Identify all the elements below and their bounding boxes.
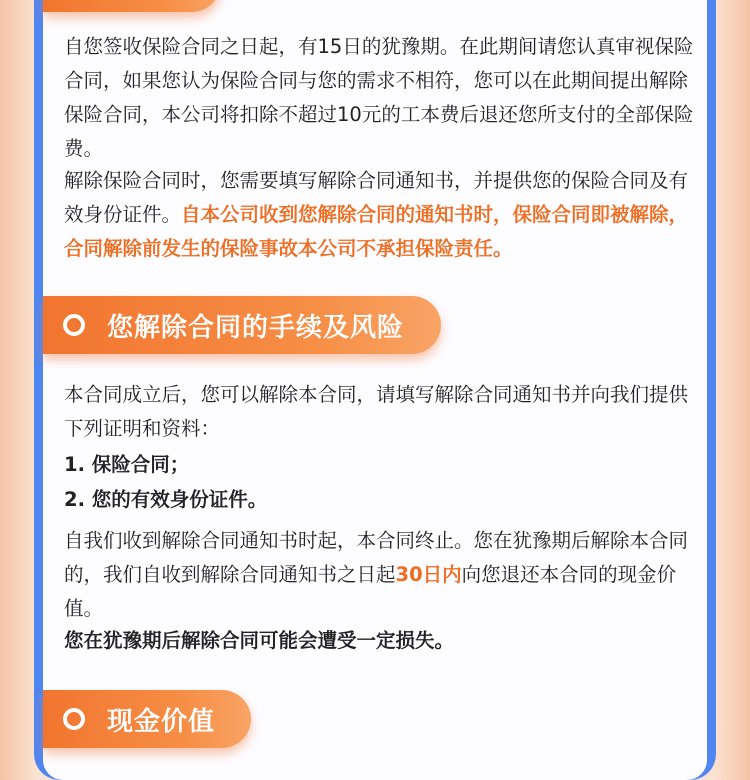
section-header-cash-value [43,690,251,748]
section-header-top [43,0,221,12]
circle-icon [63,314,85,336]
termination-paragraph [64,164,694,266]
list-item-contract: 1. 保险合同； [64,453,190,476]
circle-icon [63,708,85,730]
refund-text: 自我们收到解除合同通知书时起，本合同终止。您在犹豫期后解除本合同的，我们自收到解除合同通知书之日起 [64,529,689,586]
section-header-termination [43,296,441,354]
list-item-id: 2. 您的有效身份证件。 [64,488,268,511]
refund-text-end: 向您退还本合同的现金价值。 [64,563,677,620]
refund-paragraph [64,524,694,626]
termination-highlight: 自本公司收到您解除合同的通知书时，保险合同即被解除，合同解除前发生的保险事故本公司不承担保险责任。 [64,203,689,260]
section-title: 现金价值 [107,706,216,737]
cooling-off-paragraph: 自您签收保险合同之日起，有15日的犹豫期。在此期间请您认真审视保险合同，如果您认为保险合同与您的需求不相符，您可以在此期间提出解除保险合同，本公司将扣除不超过10元的工本费后退还您所支付的全部保险费。 [64,35,694,160]
loss-warning: 您在犹豫期后解除合同可能会遭受一定损失。 [64,629,455,652]
procedure-intro: 本合同成立后，您可以解除本合同，请填写解除合同通知书并向我们提供下列证明和资料： [64,383,689,440]
termination-text: 解除保险合同时，您需要填写解除合同通知书，并提供您的保险合同及有效身份证件。 [64,169,689,226]
section-title: 您解除合同的手续及风险 [107,312,405,343]
refund-deadline: 30日内 [395,563,462,586]
